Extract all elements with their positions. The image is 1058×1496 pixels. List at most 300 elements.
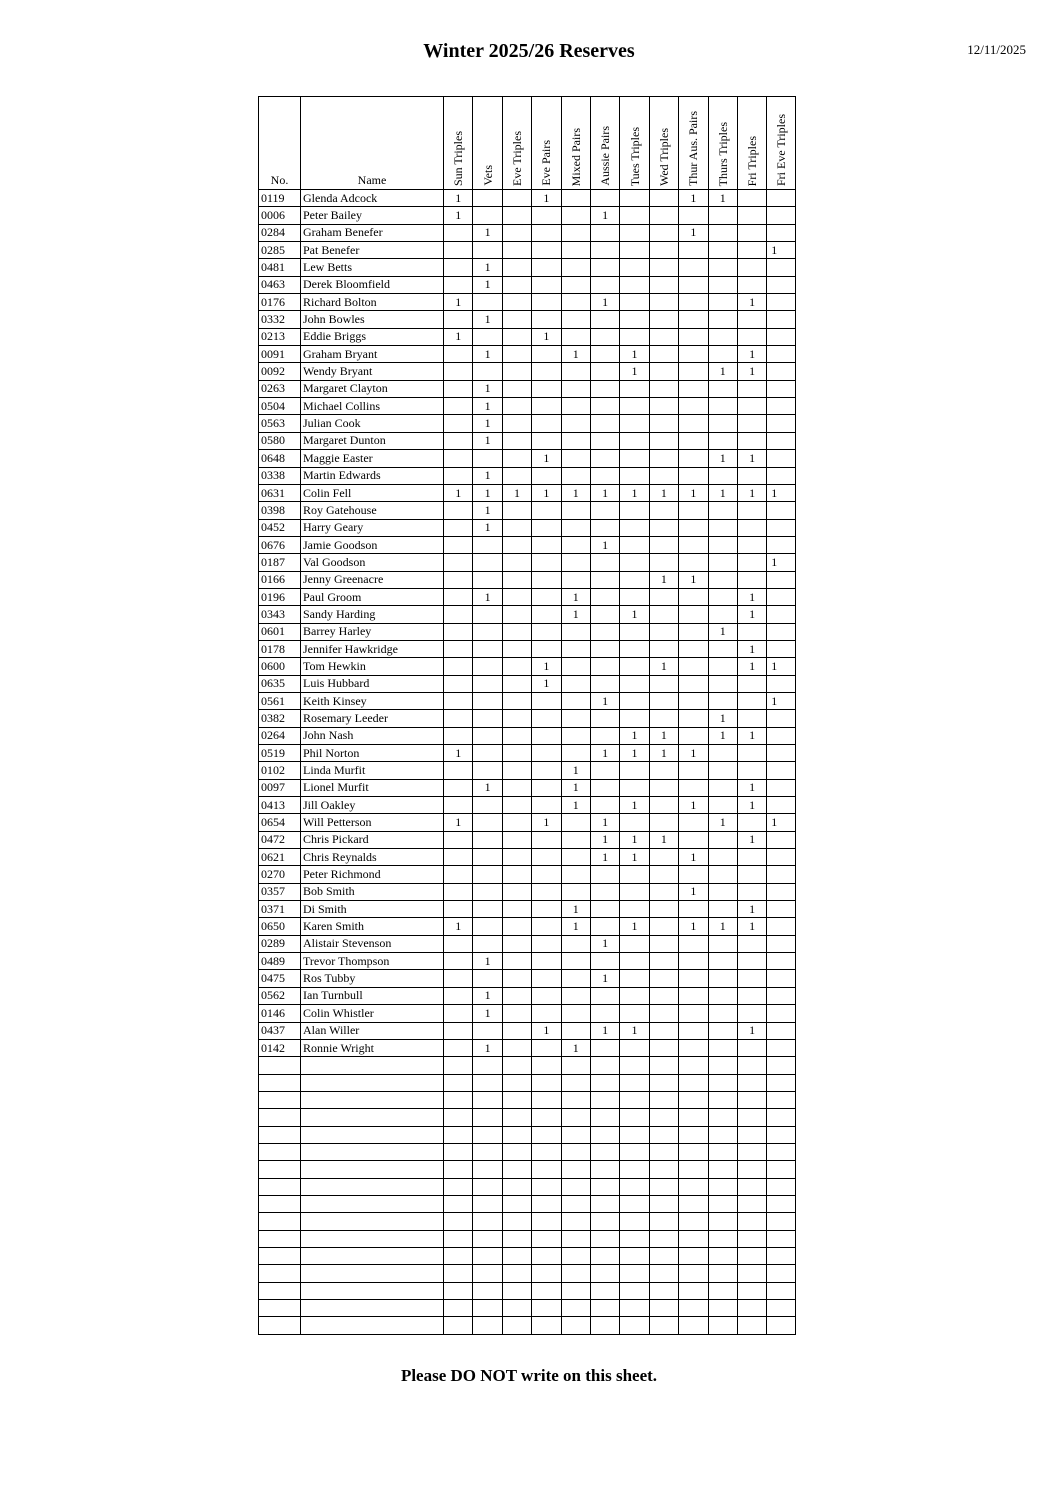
reserve-mark [708, 831, 737, 848]
reserve-mark: 1 [708, 363, 737, 380]
reserve-mark [679, 450, 708, 467]
reserve-mark [502, 1265, 531, 1282]
table-row [259, 450, 796, 467]
reserve-mark [473, 450, 502, 467]
member-number: 0382 [259, 710, 301, 727]
reserve-mark [532, 276, 561, 293]
reserve-mark: 1 [473, 311, 502, 328]
reserve-mark [767, 727, 796, 744]
reserve-mark [679, 380, 708, 397]
reserve-mark [767, 1213, 796, 1230]
column-header-aussie-pairs [590, 97, 619, 190]
reserve-mark: 1 [620, 745, 649, 762]
reserve-mark [737, 814, 766, 831]
reserve-mark [737, 849, 766, 866]
reserve-mark: 1 [649, 831, 678, 848]
reserve-mark: 1 [473, 588, 502, 605]
reserve-mark [767, 467, 796, 484]
reserve-mark [444, 692, 473, 709]
column-header-label: Tues Triples [627, 126, 642, 186]
reserve-mark [590, 432, 619, 449]
reserve-mark: 1 [737, 484, 766, 501]
reserve-mark: 1 [679, 745, 708, 762]
member-name [301, 1161, 444, 1178]
reserve-mark: 1 [561, 484, 590, 501]
reserve-mark [620, 935, 649, 952]
reserve-mark [561, 953, 590, 970]
member-name: Jennifer Hawkridge [301, 640, 444, 657]
reserve-mark: 1 [708, 727, 737, 744]
reserve-mark [620, 398, 649, 415]
reserve-mark [473, 935, 502, 952]
reserve-mark [620, 502, 649, 519]
reserve-mark [649, 1074, 678, 1091]
reserve-mark [620, 1143, 649, 1160]
table-row [259, 1039, 796, 1056]
reserve-mark [590, 554, 619, 571]
member-number [259, 1195, 301, 1212]
reserve-mark [649, 953, 678, 970]
reserve-mark [473, 1178, 502, 1195]
table-row [259, 606, 796, 623]
reserve-mark [767, 623, 796, 640]
reserve-mark [649, 1213, 678, 1230]
table-row [259, 467, 796, 484]
reserve-mark [502, 883, 531, 900]
reserve-mark [502, 276, 531, 293]
reserve-mark: 1 [532, 675, 561, 692]
reserve-mark: 1 [708, 190, 737, 207]
reserve-mark [708, 675, 737, 692]
member-number: 0654 [259, 814, 301, 831]
reserve-mark: 1 [737, 363, 766, 380]
member-number: 0270 [259, 866, 301, 883]
table-row [259, 987, 796, 1004]
reserve-mark [649, 415, 678, 432]
reserve-mark: 1 [473, 953, 502, 970]
reserve-mark [708, 883, 737, 900]
reserve-mark [502, 1091, 531, 1108]
member-name [301, 1057, 444, 1074]
header-row [259, 97, 796, 190]
reserve-mark [502, 692, 531, 709]
reserve-mark [649, 710, 678, 727]
reserve-mark [590, 242, 619, 259]
column-header-label: Wed Triples [656, 127, 671, 186]
reserve-mark [679, 1039, 708, 1056]
reserve-mark [532, 1074, 561, 1091]
reserve-mark: 1 [590, 831, 619, 848]
reserve-mark [679, 814, 708, 831]
table-row [259, 224, 796, 241]
reserve-mark [473, 571, 502, 588]
reserve-mark [532, 710, 561, 727]
reserve-mark [590, 1282, 619, 1299]
reserve-mark: 1 [649, 745, 678, 762]
reserve-mark [620, 1195, 649, 1212]
reserve-mark [561, 311, 590, 328]
reserve-mark [737, 259, 766, 276]
reserve-mark [473, 849, 502, 866]
reserve-mark [444, 1213, 473, 1230]
table-row [259, 1265, 796, 1282]
reserve-mark [561, 1317, 590, 1334]
reserve-mark [561, 363, 590, 380]
reserve-mark: 1 [590, 692, 619, 709]
reserve-mark [590, 1317, 619, 1334]
reserve-mark [532, 398, 561, 415]
member-number: 0343 [259, 606, 301, 623]
table-row [259, 797, 796, 814]
reserve-mark: 1 [590, 745, 619, 762]
reserve-mark [502, 519, 531, 536]
reserve-mark [532, 831, 561, 848]
reserve-mark [561, 1143, 590, 1160]
table-row [259, 502, 796, 519]
reserve-mark [767, 276, 796, 293]
table-row [259, 658, 796, 675]
reserve-mark [649, 554, 678, 571]
reserve-mark [737, 1300, 766, 1317]
column-header-label: Eve Pairs [539, 140, 554, 186]
reserve-mark [532, 588, 561, 605]
reserve-mark [620, 294, 649, 311]
reserve-mark: 1 [679, 190, 708, 207]
reserve-mark: 1 [708, 814, 737, 831]
reserve-mark [473, 797, 502, 814]
reserve-mark: 1 [679, 849, 708, 866]
member-name: Paul Groom [301, 588, 444, 605]
reserve-mark [590, 658, 619, 675]
table-row [259, 294, 796, 311]
reserve-mark [561, 380, 590, 397]
member-number: 0006 [259, 207, 301, 224]
reserve-mark: 1 [561, 762, 590, 779]
reserve-mark [620, 588, 649, 605]
reserve-mark [502, 242, 531, 259]
reserve-mark [737, 987, 766, 1004]
reserve-mark [532, 779, 561, 796]
reserve-mark [532, 623, 561, 640]
reserve-mark [620, 866, 649, 883]
reserve-mark [649, 935, 678, 952]
reserve-mark [561, 1247, 590, 1264]
reserve-mark: 1 [620, 797, 649, 814]
reserve-mark [444, 1074, 473, 1091]
reserve-mark [444, 1109, 473, 1126]
member-number: 0563 [259, 415, 301, 432]
reserve-mark [737, 1143, 766, 1160]
reserve-mark [620, 1230, 649, 1247]
table-row [259, 710, 796, 727]
reserve-mark [444, 432, 473, 449]
reserve-mark: 1 [737, 901, 766, 918]
member-number [259, 1213, 301, 1230]
member-number: 0263 [259, 380, 301, 397]
reserve-mark [737, 883, 766, 900]
reserve-mark [679, 536, 708, 553]
reserve-mark [737, 311, 766, 328]
reserve-mark [679, 762, 708, 779]
reserve-mark [737, 1074, 766, 1091]
member-name [301, 1317, 444, 1334]
reserve-mark [767, 1022, 796, 1039]
column-header-mixed-pairs [561, 97, 590, 190]
reserve-mark [561, 224, 590, 241]
reserve-mark [532, 1317, 561, 1334]
reserve-mark: 1 [767, 814, 796, 831]
reserve-mark [649, 1091, 678, 1108]
reserve-mark: 1 [590, 207, 619, 224]
reserve-mark [767, 536, 796, 553]
reserve-mark [444, 346, 473, 363]
reserve-mark [767, 779, 796, 796]
reserve-mark [561, 1300, 590, 1317]
reserve-mark [737, 207, 766, 224]
reserve-mark [444, 953, 473, 970]
member-name [301, 1091, 444, 1108]
reserve-mark [679, 1230, 708, 1247]
reserve-mark [708, 1300, 737, 1317]
reserve-mark [620, 779, 649, 796]
reserve-mark [444, 311, 473, 328]
reserve-mark [473, 1126, 502, 1143]
reserve-mark [767, 380, 796, 397]
member-name: Peter Bailey [301, 207, 444, 224]
member-number: 0285 [259, 242, 301, 259]
reserve-mark [708, 328, 737, 345]
reserve-mark [532, 346, 561, 363]
reserve-mark [502, 1022, 531, 1039]
reserve-mark [767, 398, 796, 415]
reserve-mark: 1 [649, 484, 678, 501]
reserve-mark: 1 [649, 658, 678, 675]
reserve-mark: 1 [532, 190, 561, 207]
reserve-mark [444, 1265, 473, 1282]
table-row [259, 1126, 796, 1143]
reserve-mark [679, 1143, 708, 1160]
reserve-mark [444, 606, 473, 623]
reserve-mark [561, 831, 590, 848]
reserve-mark [590, 380, 619, 397]
reserve-mark [620, 1161, 649, 1178]
reserve-mark [737, 1178, 766, 1195]
reserve-mark [502, 536, 531, 553]
reserve-mark [532, 883, 561, 900]
reserve-mark: 1 [444, 918, 473, 935]
reserve-mark [590, 797, 619, 814]
reserve-mark: 1 [737, 1022, 766, 1039]
reserve-mark [561, 970, 590, 987]
reserve-mark [620, 311, 649, 328]
member-name: Rosemary Leeder [301, 710, 444, 727]
reserve-mark [679, 1265, 708, 1282]
member-number: 0635 [259, 675, 301, 692]
reserve-mark [767, 1317, 796, 1334]
member-name [301, 1109, 444, 1126]
reserve-mark [679, 1005, 708, 1022]
table-row [259, 762, 796, 779]
member-name: Richard Bolton [301, 294, 444, 311]
reserve-mark [473, 554, 502, 571]
reserve-mark [620, 1057, 649, 1074]
reserve-mark [708, 866, 737, 883]
reserve-mark: 1 [532, 1022, 561, 1039]
reserve-mark [767, 1074, 796, 1091]
reserve-mark [679, 1213, 708, 1230]
reserve-mark [649, 623, 678, 640]
reserve-mark [679, 953, 708, 970]
member-name: John Bowles [301, 311, 444, 328]
reserve-mark: 1 [679, 224, 708, 241]
reserve-mark [708, 242, 737, 259]
reserve-mark [590, 450, 619, 467]
table-row [259, 519, 796, 536]
reserve-mark [502, 953, 531, 970]
reserve-mark [737, 571, 766, 588]
reserve-mark: 1 [620, 606, 649, 623]
reserve-mark [649, 242, 678, 259]
reserve-mark [502, 797, 531, 814]
reserve-mark [561, 432, 590, 449]
reserve-mark [620, 658, 649, 675]
reserve-mark [767, 1300, 796, 1317]
reserve-mark [590, 1039, 619, 1056]
table-row [259, 675, 796, 692]
reserve-mark [737, 1247, 766, 1264]
reserve-mark [502, 294, 531, 311]
reserve-mark [502, 606, 531, 623]
reserve-mark [444, 883, 473, 900]
reserve-mark [561, 519, 590, 536]
reserve-mark [708, 1230, 737, 1247]
reserve-mark [620, 901, 649, 918]
table-row [259, 1247, 796, 1264]
print-date: 12/11/2025 [967, 42, 1026, 57]
reserve-mark [679, 1317, 708, 1334]
reserve-mark [532, 571, 561, 588]
reserve-mark [590, 467, 619, 484]
member-name: Ros Tubby [301, 970, 444, 987]
member-number: 0187 [259, 554, 301, 571]
reserve-mark: 1 [532, 658, 561, 675]
reserve-mark [473, 190, 502, 207]
table-row [259, 640, 796, 657]
reserve-mark [649, 311, 678, 328]
member-number: 0650 [259, 918, 301, 935]
reserve-mark [473, 710, 502, 727]
reserve-mark [473, 207, 502, 224]
member-number: 0092 [259, 363, 301, 380]
reserve-mark: 1 [620, 727, 649, 744]
column-header-sun-triples [444, 97, 473, 190]
reserve-mark: 1 [561, 1039, 590, 1056]
member-number: 0166 [259, 571, 301, 588]
reserve-mark [590, 1247, 619, 1264]
reserve-mark [590, 953, 619, 970]
reserve-mark [590, 675, 619, 692]
reserve-mark [767, 606, 796, 623]
reserve-mark: 1 [590, 484, 619, 501]
reserve-mark [473, 1317, 502, 1334]
reserve-mark [620, 675, 649, 692]
reserve-mark [767, 866, 796, 883]
reserve-mark [444, 1091, 473, 1108]
reserve-mark [679, 467, 708, 484]
reserve-mark [532, 554, 561, 571]
reserve-mark [502, 1057, 531, 1074]
member-number: 0601 [259, 623, 301, 640]
reserve-mark: 1 [737, 588, 766, 605]
reserve-mark [561, 328, 590, 345]
reserve-mark [767, 519, 796, 536]
reserve-mark [532, 640, 561, 657]
reserve-mark [708, 432, 737, 449]
reserve-mark [737, 1057, 766, 1074]
reserve-mark [532, 242, 561, 259]
reserve-mark [561, 242, 590, 259]
reserve-mark [473, 1282, 502, 1299]
reserve-mark: 1 [590, 536, 619, 553]
table-row [259, 588, 796, 605]
reserve-mark [620, 710, 649, 727]
reserve-mark [473, 1247, 502, 1264]
reserve-mark [590, 901, 619, 918]
reserve-mark [679, 242, 708, 259]
reserve-mark [590, 346, 619, 363]
reserve-mark [502, 849, 531, 866]
reserve-mark [679, 623, 708, 640]
member-number: 0289 [259, 935, 301, 952]
table-row [259, 1230, 796, 1247]
reserve-mark [502, 311, 531, 328]
column-header-tues-triples [620, 97, 649, 190]
reserve-mark [767, 1091, 796, 1108]
reserve-mark [767, 831, 796, 848]
reserve-mark [502, 259, 531, 276]
reserve-mark [590, 1300, 619, 1317]
member-number [259, 1161, 301, 1178]
reserve-mark [473, 1195, 502, 1212]
reserve-mark [679, 1300, 708, 1317]
member-name: Margaret Dunton [301, 432, 444, 449]
member-number: 0519 [259, 745, 301, 762]
reserve-mark [708, 380, 737, 397]
table-row [259, 1178, 796, 1195]
reserve-mark [561, 935, 590, 952]
reserve-mark [767, 311, 796, 328]
reserve-mark [649, 779, 678, 796]
member-name: Peter Richmond [301, 866, 444, 883]
reserve-mark [737, 953, 766, 970]
reserve-mark [561, 571, 590, 588]
reserve-mark: 1 [708, 623, 737, 640]
reserve-mark: 1 [708, 484, 737, 501]
reserve-mark [708, 987, 737, 1004]
reserve-mark: 1 [473, 224, 502, 241]
reserve-mark [649, 675, 678, 692]
reserve-mark [532, 987, 561, 1004]
reserve-mark [444, 658, 473, 675]
reserve-mark [649, 1005, 678, 1022]
member-name: Alan Willer [301, 1022, 444, 1039]
member-number [259, 1178, 301, 1195]
reserve-mark [502, 224, 531, 241]
member-number: 0580 [259, 432, 301, 449]
table-row [259, 190, 796, 207]
reserve-mark [473, 883, 502, 900]
reserve-mark: 1 [737, 640, 766, 657]
